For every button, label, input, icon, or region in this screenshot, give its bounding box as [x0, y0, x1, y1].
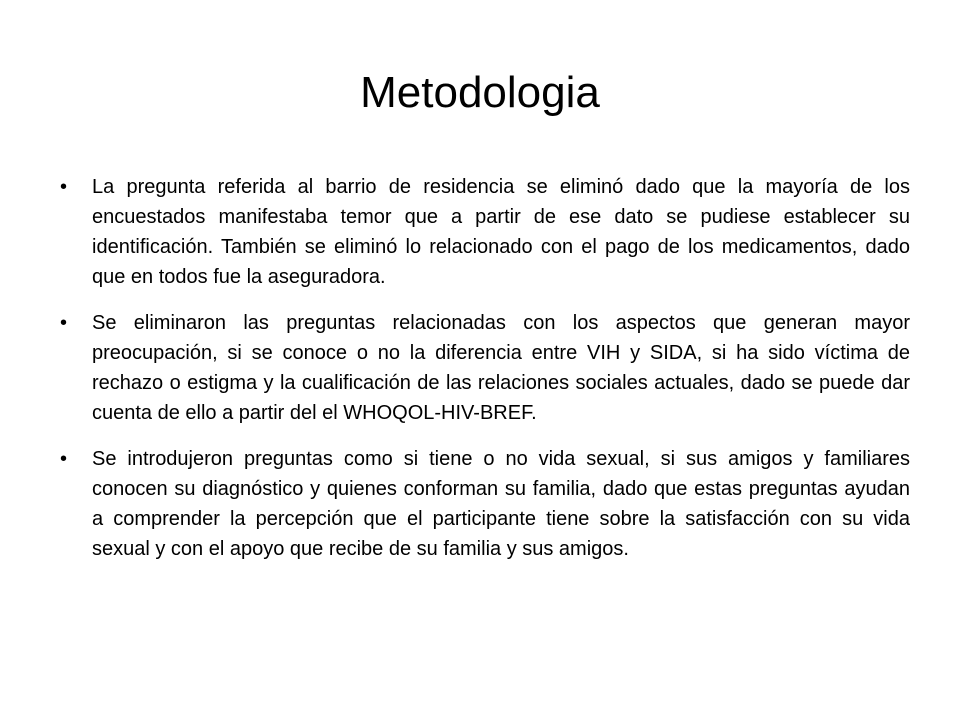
bullet-text-2: Se eliminaron las preguntas relacionadas con los aspectos que generan mayor preocupación, si se conoce o no la diferencia entre VIH y SIDA, si ha sido víctima de rechazo o estigma y la cualificación de las relaciones sociales actuales, dado se puede dar cuenta de ello a partir del el WHOQOL-HIV-BREF.	[92, 312, 910, 424]
bullet-text-1: La pregunta referida al barrio de residencia se eliminó dado que la mayoría de los encuestados manifestaba temor que a partir de ese dato se pudiese establecer su identificación. También se eliminó lo relacionado con el pago de los medicamentos, dado que en todos fue la aseguradora.	[92, 176, 910, 288]
bullet-icon: •	[60, 176, 68, 198]
bullet-list	[60, 172, 910, 580]
bullet-item-1	[60, 172, 910, 292]
bullet-item-2	[60, 308, 910, 428]
bullet-text-3: Se introdujeron preguntas como si tiene o no vida sexual, si sus amigos y familiares conocen su diagnóstico y quienes conforman su familia, dado que estas preguntas ayudan a comprender la percepción que el participante tiene sobre la satisfacción con su vida sexual y con el apoyo que recibe de su familia y sus amigos.	[92, 448, 910, 560]
bullet-icon: •	[60, 448, 68, 470]
bullet-item-3	[60, 444, 910, 564]
slide-title: Metodologia	[360, 68, 600, 117]
bullet-icon: •	[60, 312, 68, 334]
